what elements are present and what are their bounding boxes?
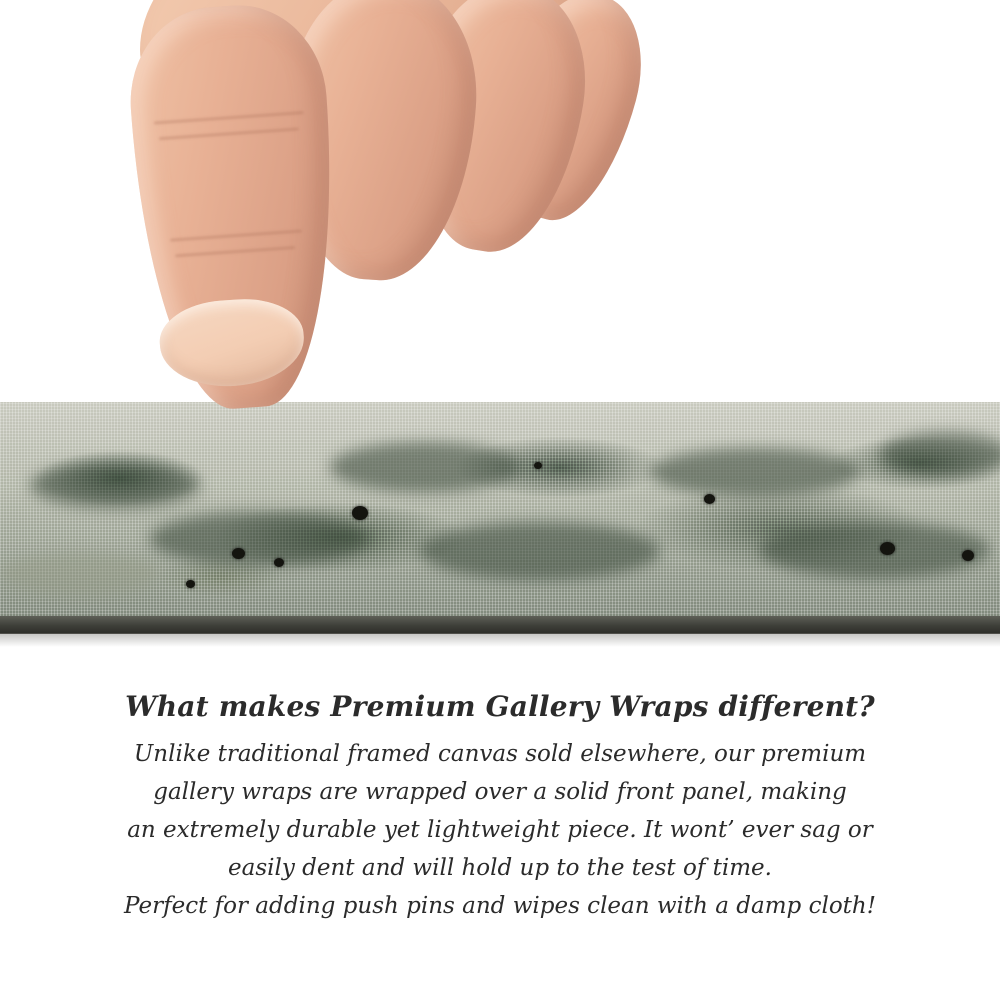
caption-line: gallery wraps are wrapped over a solid front panel, making — [153, 779, 847, 805]
finger-crease — [170, 229, 302, 241]
caption-line: easily dent and will hold up to the test of time. — [228, 855, 772, 881]
canvas-speck — [704, 494, 715, 504]
paint-mottle — [30, 462, 200, 508]
canvas-speck — [880, 542, 895, 555]
canvas-weave-texture — [0, 402, 1000, 620]
caption-block — [0, 690, 1000, 925]
canvas-speck — [274, 558, 284, 567]
canvas-speck — [352, 506, 368, 520]
finger-crease — [159, 127, 299, 140]
canvas-side-edge — [0, 616, 1000, 634]
drop-shadow — [0, 633, 1000, 647]
hand-icon — [120, 0, 590, 440]
caption-line: Unlike traditional framed canvas sold elsewhere, our premium — [133, 741, 867, 767]
finger-crease — [154, 111, 304, 124]
canvas-wrap-strip — [0, 402, 1000, 640]
finger-crease — [175, 246, 295, 257]
paint-mottle — [420, 522, 660, 580]
paint-mottle — [330, 442, 520, 492]
paint-mottle — [0, 552, 160, 596]
canvas-speck — [232, 548, 245, 559]
paint-mottle — [880, 432, 1000, 476]
paint-mottle — [650, 448, 860, 496]
canvas-speck — [534, 462, 542, 469]
canvas-speck — [186, 580, 195, 588]
caption-line: an extremely durable yet lightweight piece. It wont’ ever sag or — [127, 817, 873, 843]
caption-title: What makes Premium Gallery Wraps different? — [125, 690, 875, 723]
paint-mottle — [760, 522, 990, 578]
caption-line: Perfect for adding push pins and wipes clean with a damp cloth! — [124, 893, 876, 919]
canvas-printed-surface — [0, 402, 1000, 620]
canvas-speck — [962, 550, 974, 561]
paint-mottle — [150, 512, 370, 566]
